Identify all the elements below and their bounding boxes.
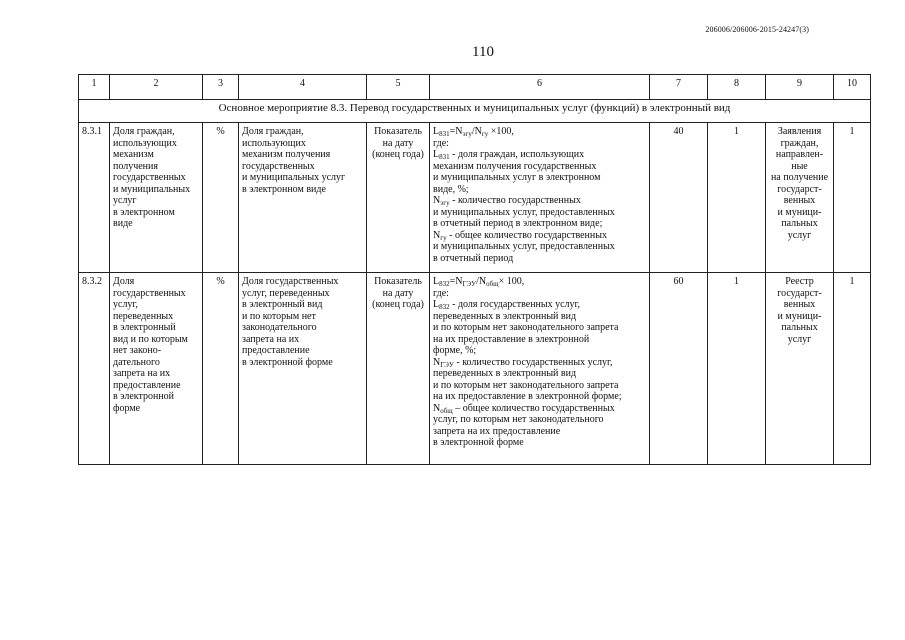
formula-where: где: (433, 137, 449, 149)
text-line: Показатель (374, 126, 422, 137)
text-line: венных (783, 299, 816, 310)
text-line: Доля граждан, (113, 126, 175, 137)
formula-symbol: =N (449, 126, 463, 137)
text-line: услуг (787, 229, 812, 241)
document-id: 206006/206006-2015-24247(3) (705, 25, 809, 34)
text-line: государственных (242, 160, 315, 172)
formula-line: виде, %; (433, 183, 469, 195)
table-row (79, 123, 871, 273)
section-title: Основное мероприятие 8.3. Перевод государственных и муниципальных услуг (функций) в электронный вид (79, 100, 871, 123)
formula-subscript: 832 (439, 280, 450, 288)
column-header: 7 (650, 75, 708, 100)
column-header: 8 (708, 75, 766, 100)
text-line: пальных (781, 218, 818, 229)
col7-value: 60 (650, 273, 708, 465)
formula-description: - доля граждан, использующих (449, 149, 585, 160)
formula-line (433, 230, 646, 242)
indicator-name (110, 273, 203, 465)
col10-value: 1 (834, 123, 871, 273)
formula-line (433, 403, 646, 415)
text-line: государственных (113, 287, 186, 299)
formula-subscript: 831 (439, 153, 450, 161)
text-line: и муници- (777, 206, 822, 218)
formula-symbol: N (433, 195, 441, 206)
column-header: 5 (367, 75, 430, 100)
formula-description: - доля государственных услуг, (449, 299, 581, 310)
text-line: услуг, переведенных (242, 287, 330, 299)
formula-symbol: N (433, 356, 441, 368)
formula-line (433, 276, 646, 288)
text-line: государственных (113, 172, 186, 183)
indicator-type (367, 123, 430, 273)
formula-symbol: L (433, 299, 440, 310)
text-line: пальных (781, 322, 818, 333)
text-line: (конец года) (372, 149, 424, 160)
formula-line: в электронной форме (433, 437, 524, 448)
formula (430, 273, 650, 465)
header-row (79, 75, 871, 100)
text-line: государст- (777, 287, 822, 299)
formula-line: форме, %; (433, 345, 477, 356)
data-source (766, 273, 834, 465)
col10-value: 1 (834, 273, 871, 465)
column-header: 2 (110, 75, 203, 100)
text-line: граждан, (780, 137, 819, 149)
formula-line: и по которым нет законодательного запрета (433, 322, 619, 333)
formula-line (433, 149, 646, 161)
indicators-table (78, 74, 871, 465)
text-line: вид и по которым (113, 333, 188, 345)
column-header: 1 (79, 75, 110, 100)
text-line: использующих (113, 137, 177, 149)
unit: % (203, 273, 239, 465)
text-line: Доля государственных (242, 276, 339, 287)
text-line: на дату (382, 137, 414, 149)
formula-subscript: ГЭУ (462, 280, 477, 288)
formula-line: на их предоставление в электронной форме; (433, 391, 622, 402)
text-line: переведенных (113, 310, 174, 322)
formula-line (433, 357, 646, 369)
page-number: 110 (472, 44, 494, 60)
indicator-type (367, 273, 430, 465)
text-line: венных (783, 195, 816, 206)
formula-line (433, 288, 646, 300)
formula-symbol: × 100, (498, 276, 525, 287)
text-line: законодательного (242, 322, 317, 333)
formula-subscript: общ (486, 280, 499, 288)
text-line: услуг, (113, 299, 138, 310)
row-number: 8.3.2 (79, 273, 110, 465)
text-line: на получение (770, 172, 829, 183)
text-line: предоставление (242, 345, 310, 356)
formula-subscript: гу (440, 233, 447, 242)
formula-line (433, 126, 646, 138)
formula-symbol: N (433, 229, 441, 241)
column-header: 6 (430, 75, 650, 100)
text-line: услуг (787, 333, 812, 345)
text-line: Реестр (785, 276, 814, 287)
text-line: в электронном виде (242, 183, 326, 195)
formula-subscript: гу (481, 130, 489, 138)
text-line: в электронном (113, 206, 175, 218)
text-line: Показатель (374, 276, 422, 287)
text-line: и по которым нет (242, 310, 316, 322)
text-line: и муниципальных (113, 183, 191, 195)
text-line: форме (113, 402, 141, 414)
formula-symbol: L (433, 126, 440, 137)
text-line: ные (791, 160, 808, 172)
column-header: 10 (834, 75, 871, 100)
text-line: Доля (113, 276, 135, 287)
text-line: направлен- (775, 149, 824, 160)
text-line: дательного (113, 356, 160, 368)
formula-line: запрета на их предоставление (433, 425, 561, 437)
text-line: нет законо- (113, 345, 162, 356)
col8-value: 1 (708, 123, 766, 273)
text-line: государст- (777, 183, 822, 195)
formula-subscript: эгу (462, 130, 472, 138)
formula-subscript: 831 (439, 130, 450, 138)
formula-line: и по которым нет законодательного запрета (433, 379, 619, 391)
formula-symbol: ×100, (488, 126, 514, 137)
formula-line: в отчетный период в электронном виде; (433, 218, 603, 229)
formula-line (433, 299, 646, 311)
formula-description: – общее количество государственных (452, 402, 615, 414)
formula-line (433, 138, 646, 150)
text-line: и муници- (777, 310, 822, 322)
formula-line (433, 195, 646, 207)
text-line: виде (113, 218, 133, 229)
formula-symbol: /N (476, 276, 487, 287)
formula-subscript: 832 (439, 303, 450, 311)
formula-line: и муниципальных услуг в электронном (433, 172, 601, 183)
formula-symbol: L (433, 149, 440, 160)
text-line: услуг (113, 195, 137, 206)
indicator-definition (239, 273, 367, 465)
text-line: на дату (382, 287, 414, 299)
text-line: Доля граждан, (242, 126, 304, 137)
text-line: предоставление (113, 379, 181, 391)
formula-description: - количество государственных (449, 195, 581, 206)
column-header: 9 (766, 75, 834, 100)
formula-line: в отчетный период (433, 252, 514, 264)
col8-value: 1 (708, 273, 766, 465)
formula-symbol: /N (471, 126, 482, 137)
text-line: в электронный вид (242, 299, 323, 310)
text-line: в электронный (113, 322, 176, 333)
formula-description: - количество государственных услуг, (453, 356, 613, 368)
text-line: Заявления (777, 126, 822, 137)
text-line: в электронной (113, 391, 175, 402)
section-row (79, 100, 871, 123)
formula-line: переведенных в электронный вид (433, 310, 577, 322)
text-line: (конец года) (372, 299, 424, 310)
formula-symbol: L (433, 276, 440, 287)
row-number: 8.3.1 (79, 123, 110, 273)
formula-subscript: общ (440, 406, 453, 415)
indicator-name (110, 123, 203, 273)
text-line: получения (113, 160, 158, 172)
formula-description: - общее количество государственных (446, 229, 607, 241)
text-line: в электронной форме (242, 356, 333, 368)
text-line: использующих (242, 137, 306, 149)
formula-line: переведенных в электронный вид (433, 368, 577, 379)
col7-value: 40 (650, 123, 708, 273)
column-header: 3 (203, 75, 239, 100)
text-line: механизм (113, 149, 154, 160)
formula-subscript: ГЭУ (440, 360, 454, 369)
formula-line: услуг, по которым нет законодательного (433, 414, 604, 425)
formula-line: механизм получения государственных (433, 160, 597, 172)
unit: % (203, 123, 239, 273)
formula-line: и муниципальных услуг, предоставленных (433, 206, 615, 218)
text-line: запрета на их (242, 333, 300, 345)
column-header: 4 (239, 75, 367, 100)
formula (430, 123, 650, 273)
text-line: механизм получения (242, 149, 331, 160)
formula-subscript: эгу (440, 199, 450, 207)
table-row (79, 273, 871, 465)
text-line: и муниципальных услуг (242, 172, 346, 183)
indicator-definition (239, 123, 367, 273)
formula-symbol: N (433, 402, 441, 414)
formula-line: и муниципальных услуг, предоставленных (433, 241, 615, 252)
formula-symbol: =N (449, 276, 463, 287)
data-source (766, 123, 834, 273)
formula-where: где: (433, 287, 449, 299)
formula-line: на их предоставление в электронной (433, 333, 590, 345)
text-line: запрета на их (113, 368, 171, 379)
